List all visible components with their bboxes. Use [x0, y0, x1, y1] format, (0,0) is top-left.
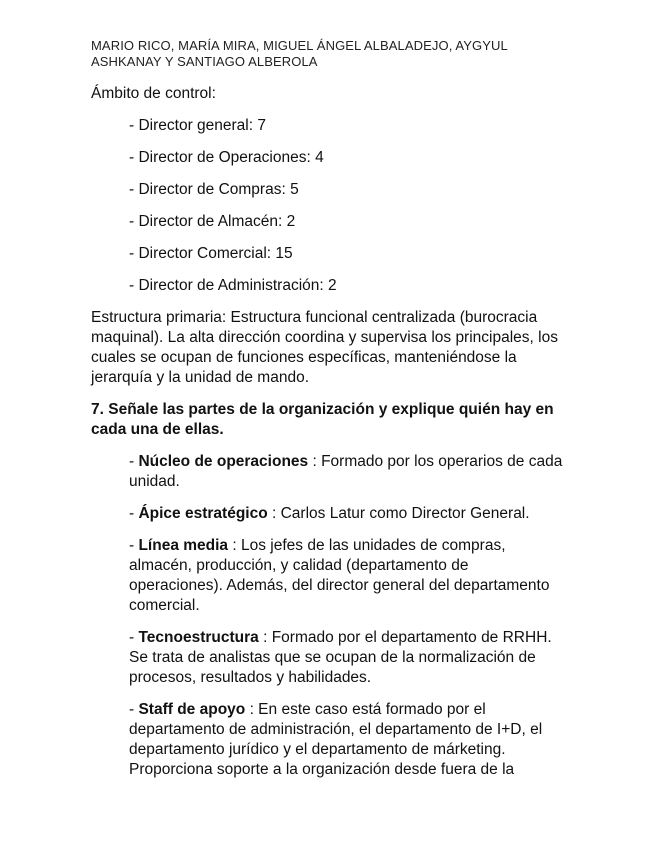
list-item: - Director de Almacén: 2: [129, 213, 296, 230]
part-term: Línea media: [138, 537, 229, 554]
part-apice-estrategico: [91, 504, 566, 524]
ambito-label: Ámbito de control:: [91, 85, 216, 102]
page-header: [91, 38, 561, 70]
part-nucleo-operaciones: [91, 452, 566, 492]
part-description: : Formado por los operarios de cada unidad.: [129, 453, 563, 490]
list-item: - Director Comercial: 15: [129, 245, 293, 262]
list-item: - Director de Administración: 2: [129, 277, 337, 294]
part-term: Tecnoestructura: [138, 629, 259, 646]
part-linea-media: [91, 536, 566, 616]
part-staff-apoyo: [91, 700, 566, 780]
part-description: : Carlos Latur como Director General.: [267, 505, 530, 522]
list-item: - Director de Operaciones: 4: [129, 149, 324, 166]
ambito-list: [91, 116, 566, 296]
question-7-heading: 7. Señale las partes de la organización y explique quién hay en cada una de ellas.: [91, 401, 554, 438]
part-description: : Los jefes de las unidades de compras, almacén, producción, y calidad (departamento de operaciones). Además, del director general del departamento comercial.: [129, 537, 550, 614]
part-dash: -: [129, 537, 139, 554]
part-dash: -: [129, 629, 139, 646]
part-description: : En este caso está formado por el departamento de administración, el departamento de I+D, el departamento jurídico y el departamento de márketing. Proporciona soporte a la organización desde fuera de la: [129, 701, 543, 778]
list-item: - Director general: 7: [129, 117, 266, 134]
part-dash: -: [129, 505, 139, 522]
authors-line-2: ASHKANAY Y SANTIAGO ALBEROLA: [91, 54, 318, 69]
part-description: : Formado por el departamento de RRHH. Se trata de analistas que se ocupan de la normalización de procesos, resultados y habilidades.: [129, 629, 552, 686]
estructura-paragraph: Estructura primaria: Estructura funcional centralizada (burocracia maquinal). La alta dirección coordina y supervisa los principales, los cuales se ocupan de funciones específicas, manteniéndose la jerarquía y la unidad de mando.: [91, 309, 558, 386]
part-tecnoestructura: [91, 628, 566, 688]
part-term: Staff de apoyo: [138, 701, 246, 718]
part-term: Núcleo de operaciones: [138, 453, 309, 470]
part-dash: -: [129, 453, 139, 470]
document-body: [91, 84, 566, 792]
part-dash: -: [129, 701, 139, 718]
authors-line-1: MARIO RICO, MARÍA MIRA, MIGUEL ÁNGEL ALBALADEJO, AYGYUL: [91, 38, 508, 53]
list-item: - Director de Compras: 5: [129, 181, 299, 198]
part-term: Ápice estratégico: [138, 505, 268, 522]
